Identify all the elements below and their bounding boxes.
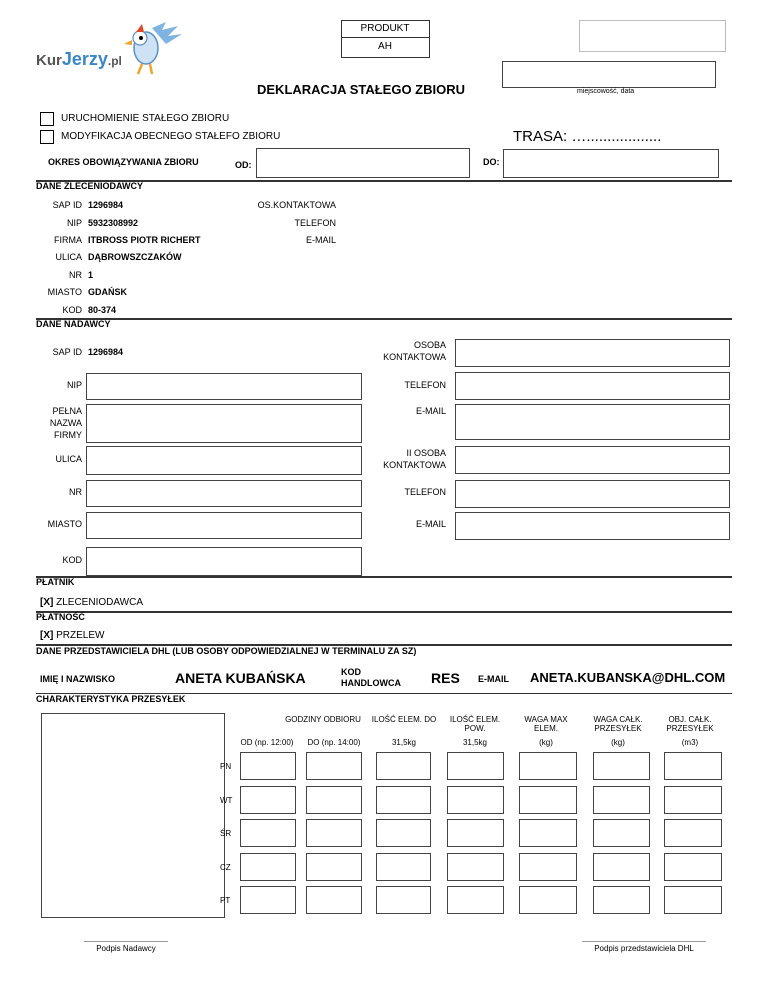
from-subheader: OD (np. 12:00) xyxy=(240,738,294,747)
sender-signature-label: Podpis Nadawcy xyxy=(96,944,156,953)
qty-subheader: 31,5kg xyxy=(391,738,417,747)
ordering-code-label: KOD xyxy=(62,305,82,315)
cell-from[interactable] xyxy=(240,886,296,914)
payment-mark: [X] xyxy=(40,630,54,641)
cell-total-weight[interactable] xyxy=(593,853,650,881)
maxw-header-1: WAGA MAX xyxy=(524,715,568,724)
ordering-phone-label: TELEFON xyxy=(294,218,336,228)
cell-to[interactable] xyxy=(306,853,362,881)
payer-mark: [X] xyxy=(40,597,54,608)
cell-volume[interactable] xyxy=(664,786,722,814)
cell-max-weight[interactable] xyxy=(519,752,577,780)
sender-phone2-field[interactable] xyxy=(455,480,730,508)
cell-qty-heavy[interactable] xyxy=(447,853,504,881)
maxw-unit: (kg) xyxy=(539,738,553,747)
sender-street-label: ULICA xyxy=(55,454,82,464)
place-date-label: miejscowość, data xyxy=(577,88,635,95)
divider xyxy=(36,318,732,320)
dhl-email-value: ANETA.KUBANSKA@DHL.COM xyxy=(530,670,726,685)
start-checkbox[interactable] xyxy=(40,112,54,126)
payment-row xyxy=(40,630,104,641)
cell-qty[interactable] xyxy=(376,786,431,814)
logo-jerzy: Jerzy xyxy=(61,49,108,69)
place-date-field[interactable] xyxy=(502,61,716,88)
cell-total-weight[interactable] xyxy=(593,819,650,847)
dhl-email-label: E-MAIL xyxy=(478,674,509,684)
day-label: WT xyxy=(220,796,233,805)
day-label: PN xyxy=(220,762,232,771)
sender-phone-label: TELEFON xyxy=(404,380,446,390)
totw-header-2: PRZESYŁEK xyxy=(594,724,642,733)
vol-header-1: OBJ. CAŁK. xyxy=(668,715,712,724)
sender-nip-field[interactable] xyxy=(86,373,362,400)
vol-header-2: PRZESYŁEK xyxy=(666,724,714,733)
sender-contact-field[interactable] xyxy=(455,339,730,367)
cell-volume[interactable] xyxy=(664,752,722,780)
sender-city-label: MIASTO xyxy=(47,519,82,529)
shipment-notes-field[interactable] xyxy=(41,713,225,918)
dhl-name-label: IMIĘ I NAZWISKO xyxy=(40,674,115,684)
ordering-firm-label: FIRMA xyxy=(54,235,82,245)
sender-fullname-label-3: FIRMY xyxy=(54,430,82,440)
product-label: PRODUKT xyxy=(360,23,410,34)
cell-to[interactable] xyxy=(306,752,362,780)
sender-contact2-field[interactable] xyxy=(455,446,730,474)
validity-label: OKRES OBOWIĄZYWANIA ZBIORU xyxy=(48,157,199,167)
maxw-header-2: ELEM. xyxy=(533,724,558,733)
sender-phone2-label: TELEFON xyxy=(404,487,446,497)
shipment-section-title: CHARAKTERYSTYKA PRZESYŁEK xyxy=(36,694,186,704)
cell-to[interactable] xyxy=(306,886,362,914)
page-title: DEKLARACJA STAŁEGO ZBIORU xyxy=(257,82,465,97)
stamp-box[interactable] xyxy=(579,20,726,52)
day-label: ŚR xyxy=(220,829,232,838)
cell-from[interactable] xyxy=(240,819,296,847)
ordering-sap-value: 1296984 xyxy=(88,200,124,210)
cell-from[interactable] xyxy=(240,786,296,814)
ordering-street-label: ULICA xyxy=(55,252,82,262)
totw-unit: (kg) xyxy=(611,738,625,747)
sender-email-label: E-MAIL xyxy=(415,406,446,416)
qty-heavy-header-1: ILOŚĆ ELEM. xyxy=(449,715,501,724)
cell-qty[interactable] xyxy=(376,886,431,914)
sender-contact-label-2: KONTAKTOWA xyxy=(383,352,446,362)
validity-to-label: DO: xyxy=(483,157,500,167)
ordering-street-value: DĄBROWSZCZAKÓW xyxy=(88,252,182,262)
validity-from-label: OD: xyxy=(235,160,252,170)
sender-fullname-label-1: PEŁNA xyxy=(52,406,82,416)
qty-heavy-header-2: POW. xyxy=(464,724,486,733)
cell-total-weight[interactable] xyxy=(593,786,650,814)
sender-fullname-field[interactable] xyxy=(86,404,362,443)
cell-qty-heavy[interactable] xyxy=(447,819,504,847)
dhl-section-title: DANE PRZEDSTAWICIELA DHL (LUB OSOBY ODPOWIEDZIALNEJ W TERMINALU ZA SZ) xyxy=(36,646,417,656)
cell-volume[interactable] xyxy=(664,886,722,914)
sender-contact-label-1: OSOBA xyxy=(413,340,446,350)
sender-street-field[interactable] xyxy=(86,446,362,475)
cell-from[interactable] xyxy=(240,853,296,881)
cell-total-weight[interactable] xyxy=(593,886,650,914)
sender-nr-label: NR xyxy=(69,487,82,497)
modify-checkbox[interactable] xyxy=(40,130,54,144)
logo-pl: .pl xyxy=(107,54,122,68)
cell-to[interactable] xyxy=(306,819,362,847)
qty-header: ILOŚĆ ELEM. DO xyxy=(371,715,437,724)
cell-max-weight[interactable] xyxy=(519,886,577,914)
ordering-nip-value: 5932308992 xyxy=(88,218,139,228)
ordering-section-title: DANE ZLECENIODAWCY xyxy=(36,181,144,191)
hours-header: GODZINY ODBIORU xyxy=(285,715,361,724)
sender-email2-field[interactable] xyxy=(455,512,730,540)
ordering-nr-label: NR xyxy=(69,270,82,280)
ordering-firm-value: ITBROSS PIOTR RICHERT xyxy=(88,235,201,245)
sender-sap-value: 1296984 xyxy=(88,347,124,357)
dhl-code-label-1: KOD xyxy=(341,667,361,677)
sender-city-field[interactable] xyxy=(86,512,362,539)
totw-header-1: WAGA CAŁK. xyxy=(593,715,643,724)
cell-max-weight[interactable] xyxy=(519,819,577,847)
dhl-signature-label: Podpis przedstawiciela DHL xyxy=(594,944,694,953)
cell-volume[interactable] xyxy=(664,853,722,881)
to-subheader: DO (np. 14:00) xyxy=(307,738,361,747)
logo xyxy=(36,20,186,80)
validity-to-field[interactable] xyxy=(503,149,719,178)
cell-qty[interactable] xyxy=(376,853,431,881)
sender-sap-label: SAP ID xyxy=(52,347,82,357)
modify-option-label: MODYFIKACJA OBECNEGO STAŁEFO ZBIORU xyxy=(61,131,281,142)
ordering-contact-label: OS.KONTAKTOWA xyxy=(257,200,336,210)
logo-kur: Kur xyxy=(36,52,62,69)
cell-total-weight[interactable] xyxy=(593,752,650,780)
cell-max-weight[interactable] xyxy=(519,786,577,814)
cell-qty[interactable] xyxy=(376,819,431,847)
dhl-code-label-2: HANDLOWCA xyxy=(341,678,401,688)
payment-value: PRZELEW xyxy=(56,630,105,641)
ordering-city-value: GDAŃSK xyxy=(88,287,128,297)
sender-phone-field[interactable] xyxy=(455,372,730,400)
cell-qty[interactable] xyxy=(376,752,431,780)
sender-code-label: KOD xyxy=(62,555,82,565)
sender-code-field[interactable] xyxy=(86,547,362,576)
cell-qty-heavy[interactable] xyxy=(447,786,504,814)
product-value: AH xyxy=(378,41,392,52)
divider xyxy=(36,611,732,613)
sender-fullname-label-2: NAZWA xyxy=(49,418,82,428)
route-label: TRASA: ….................. xyxy=(513,128,662,145)
day-label: PT xyxy=(220,896,231,905)
day-label: CZ xyxy=(220,863,231,872)
cell-max-weight[interactable] xyxy=(519,853,577,881)
cell-qty-heavy[interactable] xyxy=(447,752,504,780)
payer-section-title: PŁATNIK xyxy=(36,577,75,587)
sender-signature-line xyxy=(84,941,168,942)
payer-row xyxy=(40,597,143,608)
cell-qty-heavy[interactable] xyxy=(447,886,504,914)
sender-contact2-label-2: KONTAKTOWA xyxy=(383,460,446,470)
ordering-sap-label: SAP ID xyxy=(52,200,82,210)
ordering-email-label: E-MAIL xyxy=(305,235,336,245)
vol-unit: (m3) xyxy=(681,738,699,747)
sender-nip-label: NIP xyxy=(66,380,82,390)
sender-email2-label: E-MAIL xyxy=(415,519,446,529)
cell-volume[interactable] xyxy=(664,819,722,847)
payer-value: ZLECENIODAWCA xyxy=(56,597,143,608)
cell-to[interactable] xyxy=(306,786,362,814)
payment-section-title: PŁATNOŚĆ xyxy=(36,612,85,622)
ordering-nip-label: NIP xyxy=(66,218,82,228)
bird-mascot-icon xyxy=(122,20,184,78)
dhl-code-value: RES xyxy=(431,670,460,686)
sender-nr-field[interactable] xyxy=(86,480,362,507)
cell-from[interactable] xyxy=(240,752,296,780)
dhl-name-value: ANETA KUBAŃSKA xyxy=(175,670,306,686)
validity-from-field[interactable] xyxy=(256,148,470,178)
sender-section-title: DANE NADAWCY xyxy=(36,319,111,329)
dhl-signature-line xyxy=(582,941,706,942)
sender-email-field[interactable] xyxy=(455,404,730,440)
start-option-label: URUCHOMIENIE STAŁEGO ZBIORU xyxy=(61,113,230,124)
ordering-code-value: 80-374 xyxy=(88,305,117,315)
ordering-city-label: MIASTO xyxy=(47,287,82,297)
divider xyxy=(36,576,732,578)
ordering-nr-value: 1 xyxy=(88,270,94,280)
qty-heavy-subheader: 31,5kg xyxy=(462,738,488,747)
sender-contact2-label-1: II OSOBA xyxy=(406,448,446,458)
